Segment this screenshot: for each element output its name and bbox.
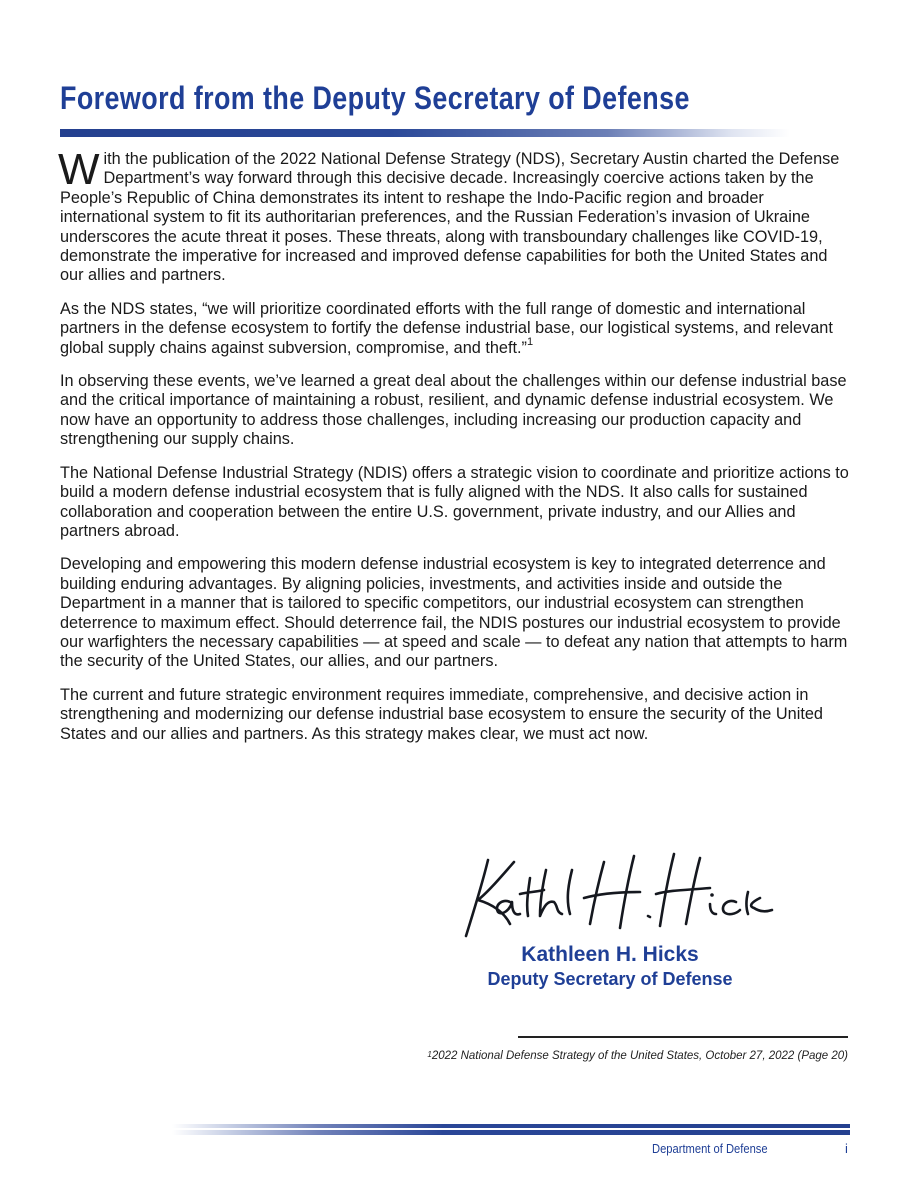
- paragraph-2: [60, 300, 855, 358]
- page-title: Foreword from the Deputy Secretary of Defense: [60, 80, 690, 116]
- drop-cap: W: [58, 145, 100, 194]
- handwritten-signature: [448, 840, 788, 942]
- paragraph-3: In observing these events, we’ve learned a great deal about the challenges within our defense industrial base and the critical importance of maintaining a robust, resilient, and dynamic defense industrial ecosystem. We now have an opportunity to address those challenges, including increasing our production capacity and strengthening our supply chains.: [60, 372, 847, 449]
- signatory-name: Kathleen H. Hicks: [521, 943, 699, 966]
- footnote-divider: [518, 1036, 848, 1038]
- paragraph-6: The current and future strategic environment requires immediate, comprehensive, and decisive action in strengthening and modernizing our defense industrial base ecosystem to ensure the security of the United States and our allies and partners. As this strategy makes clear, we must act now.: [60, 685, 823, 743]
- footer-bar: [172, 1124, 850, 1135]
- page-number: i: [845, 1141, 848, 1156]
- foreword-body: [58, 145, 855, 758]
- paragraph-2-text: As the NDS states, “we will prioritize coordinated efforts with the full range of domestic and international partners in the defense ecosystem to fortify the defense industrial base, our logistical systems, and relevant global supply chains against subversion, compromise, and theft.”: [60, 299, 833, 357]
- footnote-number: 1: [427, 1050, 432, 1059]
- title-underline-bar: [60, 129, 790, 137]
- paragraph-5: Developing and empowering this modern defense industrial ecosystem is key to integrated deterrence and building enduring advantages. By aligning policies, investments, and activities inside and outside the Department in a manner that is tailored to specific competitors, our industrial ecosystem can strengthen deterrence to maximum effect. Should deterrence fail, the NDIS postures our industrial ecosystem to provide our warfighters the necessary capabilities — at speed and scale — to defeat any nation that attempts to harm the security of the United States, our allies, and our partners.: [60, 555, 848, 671]
- footnote-text: 2022 National Defense Strategy of the United States, October 27, 2022 (Page 20): [431, 1050, 848, 1062]
- footnote: [427, 1050, 848, 1062]
- paragraph-4: The National Defense Industrial Strategy (NDIS) offers a strategic vision to coordinate and prioritize actions to build a modern defense industrial ecosystem that is fully aligned with the NDS. It also calls for sustained collaboration and cooperation between the entire U.S. government, private industry, and our Allies and partners abroad.: [60, 463, 849, 540]
- footnote-ref: 1: [526, 336, 534, 349]
- paragraph-1-text: ith the publication of the 2022 National Defense Strategy (NDS), Secretary Austin charted the Defense Department’s way forward through this decisive decade. Increasingly coercive actions taken by the People’s Republic of China demonstrates its intent to reshape the Indo-Pacific region and broader international system to fit its authoritarian preferences, and the Russian Federation’s invasion of Ukraine underscores the acute threat it poses. These threats, along with transboundary challenges like COVID-19, demonstrate the imperative for increased and improved defense capabilities for both the United States and our allies and partners.: [60, 150, 840, 285]
- paragraph-1: [58, 145, 855, 286]
- signatory-title: Deputy Secretary of Defense: [487, 969, 733, 989]
- footer-department: Department of Defense: [652, 1141, 768, 1156]
